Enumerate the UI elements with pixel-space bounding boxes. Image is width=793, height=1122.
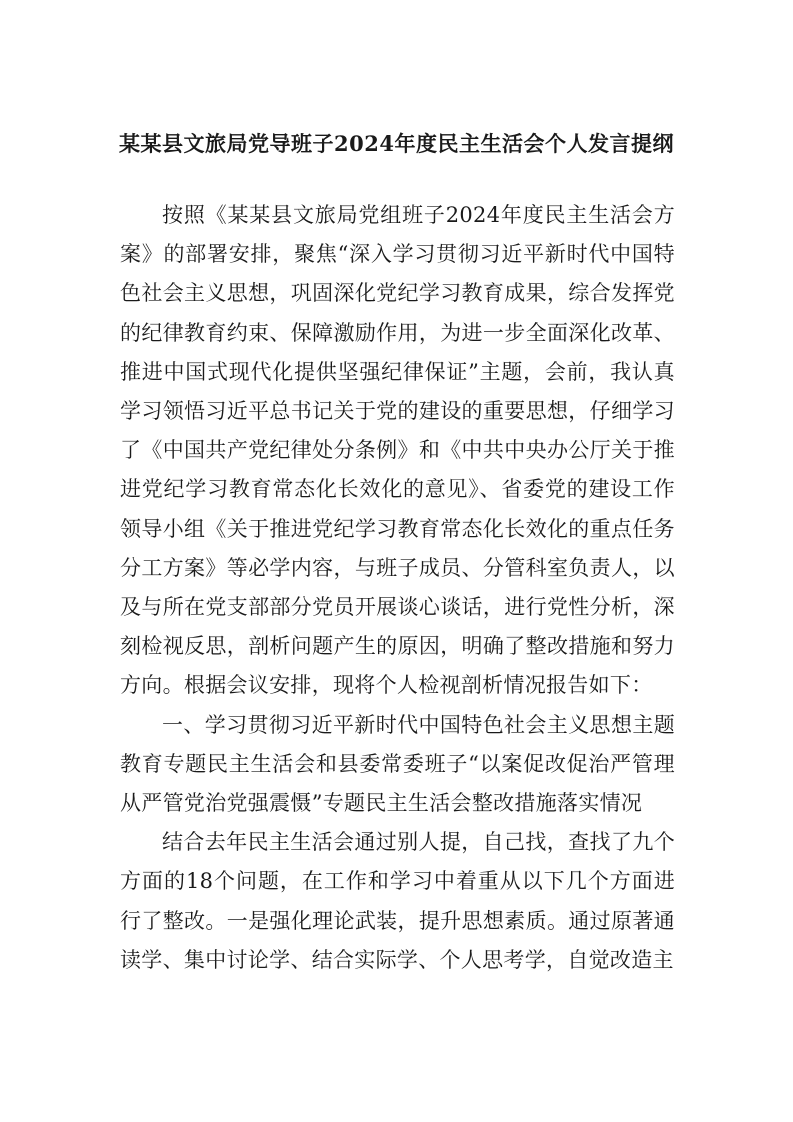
paragraph-intro: 按照《某某县文旅局党组班子2024年度民主生活会方案》的部署安排，聚焦“深入学习贯彻习近平新时代中国特色社会主义思想，巩固深化党纪学习教育成果，综合发挥党的纪律教育约束、保障激励作用，为进一步全面深化改革、推进中国式现代化提供坚强纪律保证”主题，会前，我认真学习领悟习近平总书记关于党的建设的重要思想，仔细学习了《中国共产党纪律处分条例》和《中共中央办公厅关于推进党纪学习教育常态化长效化的意见》、省委党的建设工作领导小组《关于推进党纪学习教育常态化长效化的重点任务分工方案》等必学内容，与班子成员、分管科室负责人，以及与所在党支部部分党员开展谈心谈话，进行党性分析，深刻检视反思，剖析问题产生的原因，明确了整改措施和努力方向。根据会议安排，现将个人检视剖析情况报告如下： bbox=[120, 203, 675, 698]
document-title: 某某县文旅局党导班子2024年度民主生活会个人发言提纲 bbox=[119, 131, 674, 156]
paragraph-rectification: 结合去年民主生活会通过别人提，自己找，查找了九个方面的18个问题，在工作和学习中着重从以下几个方面进行了整改。一是强化理论武装，提升思想素质。通过原著通读学、集中讨论学、结合实际学、个人思考学，自觉改造主 bbox=[120, 830, 675, 972]
paragraph-section-heading: 一、学习贯彻习近平新时代中国特色社会主义思想主题教育专题民主生活会和县委常委班子“以案促改促治严管理从严管党治党强震慑”专题民主生活会整改措施落实情况 bbox=[120, 712, 675, 816]
document-body bbox=[120, 196, 675, 980]
